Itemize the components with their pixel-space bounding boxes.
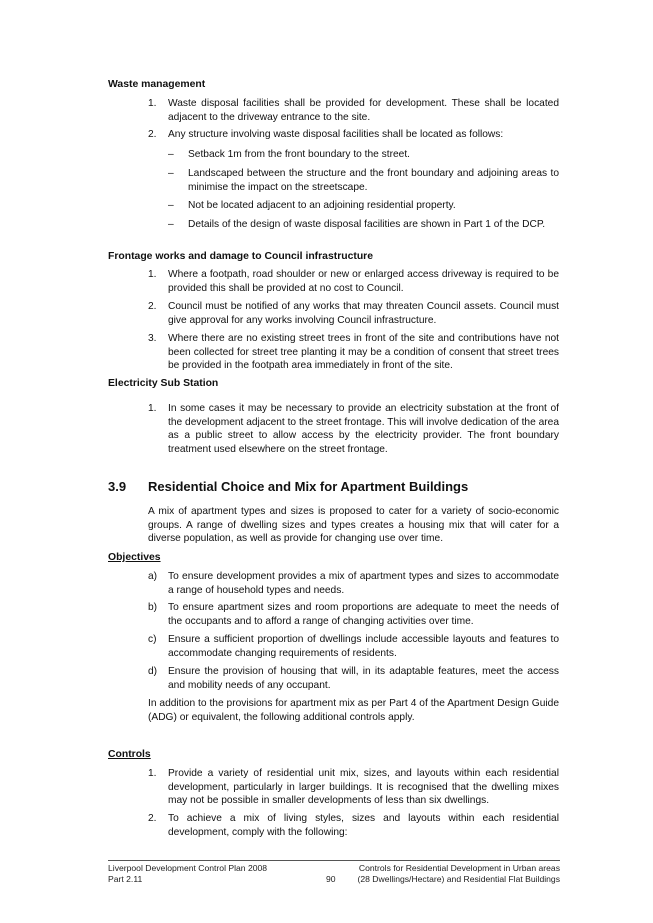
- heading-objectives: Objectives: [108, 552, 161, 563]
- objective-item: To ensure apartment sizes and room proportions are adequate to meet the needs of the occupants and to afford a range of changing activities over time.: [168, 602, 559, 627]
- dash-bullet: –: [168, 168, 174, 179]
- sub-list-item: Setback 1m from the front boundary to the street.: [188, 149, 410, 160]
- list-item: Where there are no existing street trees in front of the site and contributions have not been collected for street tree planting it may be a condition of consent that street trees be provided in the footpath area immediately in front of the site.: [168, 333, 559, 372]
- sub-list-item: Details of the design of waste disposal facilities are shown in Part 1 of the DCP.: [188, 219, 546, 230]
- list-item: Council must be notified of any works that may threaten Council assets. Council must give approval for any works involving Council infrastructure.: [168, 301, 559, 326]
- list-number: 1.: [148, 98, 157, 109]
- heading-electricity-sub-station: Electricity Sub Station: [108, 378, 219, 389]
- objective-item: Ensure the provision of housing that will, in its adaptable features, meet the access and mobility needs of any occupant.: [168, 666, 559, 691]
- footer-section-title-line2: (28 Dwellings/Hectare) and Residential Flat Buildings: [357, 874, 560, 884]
- list-letter: c): [148, 634, 157, 645]
- page-number: 90: [326, 874, 336, 884]
- control-item: To achieve a mix of living styles, sizes and layouts within each residential development, comply with the following:: [168, 813, 559, 838]
- footer-section-title-line1: Controls for Residential Development in Urban areas: [358, 863, 560, 873]
- heading-frontage-works: Frontage works and damage to Council infrastructure: [108, 251, 374, 262]
- sub-list-item: Not be located adjacent to an adjoining residential property.: [188, 200, 456, 211]
- list-letter: b): [148, 602, 158, 613]
- list-number: 3.: [148, 333, 157, 344]
- list-item: In some cases it may be necessary to provide an electricity substation at the front of the development adjacent to the street frontage. This will involve dedication of the area as a public street to allow access by the electricity provider. The front boundary treatment used elsewhere on the street frontage.: [168, 403, 559, 455]
- dash-bullet: –: [168, 200, 174, 211]
- list-number: 2.: [148, 813, 157, 824]
- list-number: 1.: [148, 269, 157, 280]
- heading-waste-management: Waste management: [108, 79, 206, 90]
- list-item: Any structure involving waste disposal facilities shall be located as follows:: [168, 129, 504, 140]
- list-number: 1.: [148, 403, 157, 414]
- objective-item: Ensure a sufficient proportion of dwellings include accessible layouts and features to accommodate changing requirements of residents.: [168, 634, 559, 659]
- heading-controls: Controls: [108, 749, 151, 760]
- objective-item: To ensure development provides a mix of apartment types and sizes to accommodate a range of household types and needs.: [168, 571, 559, 596]
- footer-part: Part 2.11: [108, 874, 143, 884]
- list-item: Waste disposal facilities shall be provided for development. These shall be located adjacent to the driveway entrance to the site.: [168, 98, 559, 123]
- section-intro: A mix of apartment types and sizes is proposed to cater for a variety of socio-economic groups. A range of dwelling sizes and types creates a housing mix that will cater for a diverse population, as well as provide for changing use over time.: [148, 506, 559, 545]
- sub-list-item: Landscaped between the structure and the front boundary and adjoining areas to minimise the impact on the streetscape.: [188, 168, 559, 193]
- list-item: Where a footpath, road shoulder or new or enlarged access driveway is required to be provided this shall be provided at no cost to Council.: [168, 269, 559, 294]
- section-number: 3.9: [108, 479, 127, 494]
- list-number: 2.: [148, 301, 157, 312]
- dash-bullet: –: [168, 149, 174, 160]
- list-number: 2.: [148, 129, 157, 140]
- control-item: Provide a variety of residential unit mix, sizes, and layouts within each residential development, particularly in larger buildings. It is recognised that the dwelling mixes may not be possible in smaller developments of less than six dwellings.: [168, 768, 559, 807]
- footer-divider: [108, 860, 560, 861]
- footer-document-title: Liverpool Development Control Plan 2008: [108, 863, 268, 873]
- list-letter: d): [148, 666, 158, 677]
- objectives-addition: In addition to the provisions for apartment mix as per Part 4 of the Apartment Design Guide (ADG) or equivalent, the following additional controls apply.: [148, 698, 559, 723]
- dash-bullet: –: [168, 219, 174, 230]
- list-letter: a): [148, 571, 158, 582]
- section-title: Residential Choice and Mix for Apartment Buildings: [148, 479, 469, 494]
- list-number: 1.: [148, 768, 157, 779]
